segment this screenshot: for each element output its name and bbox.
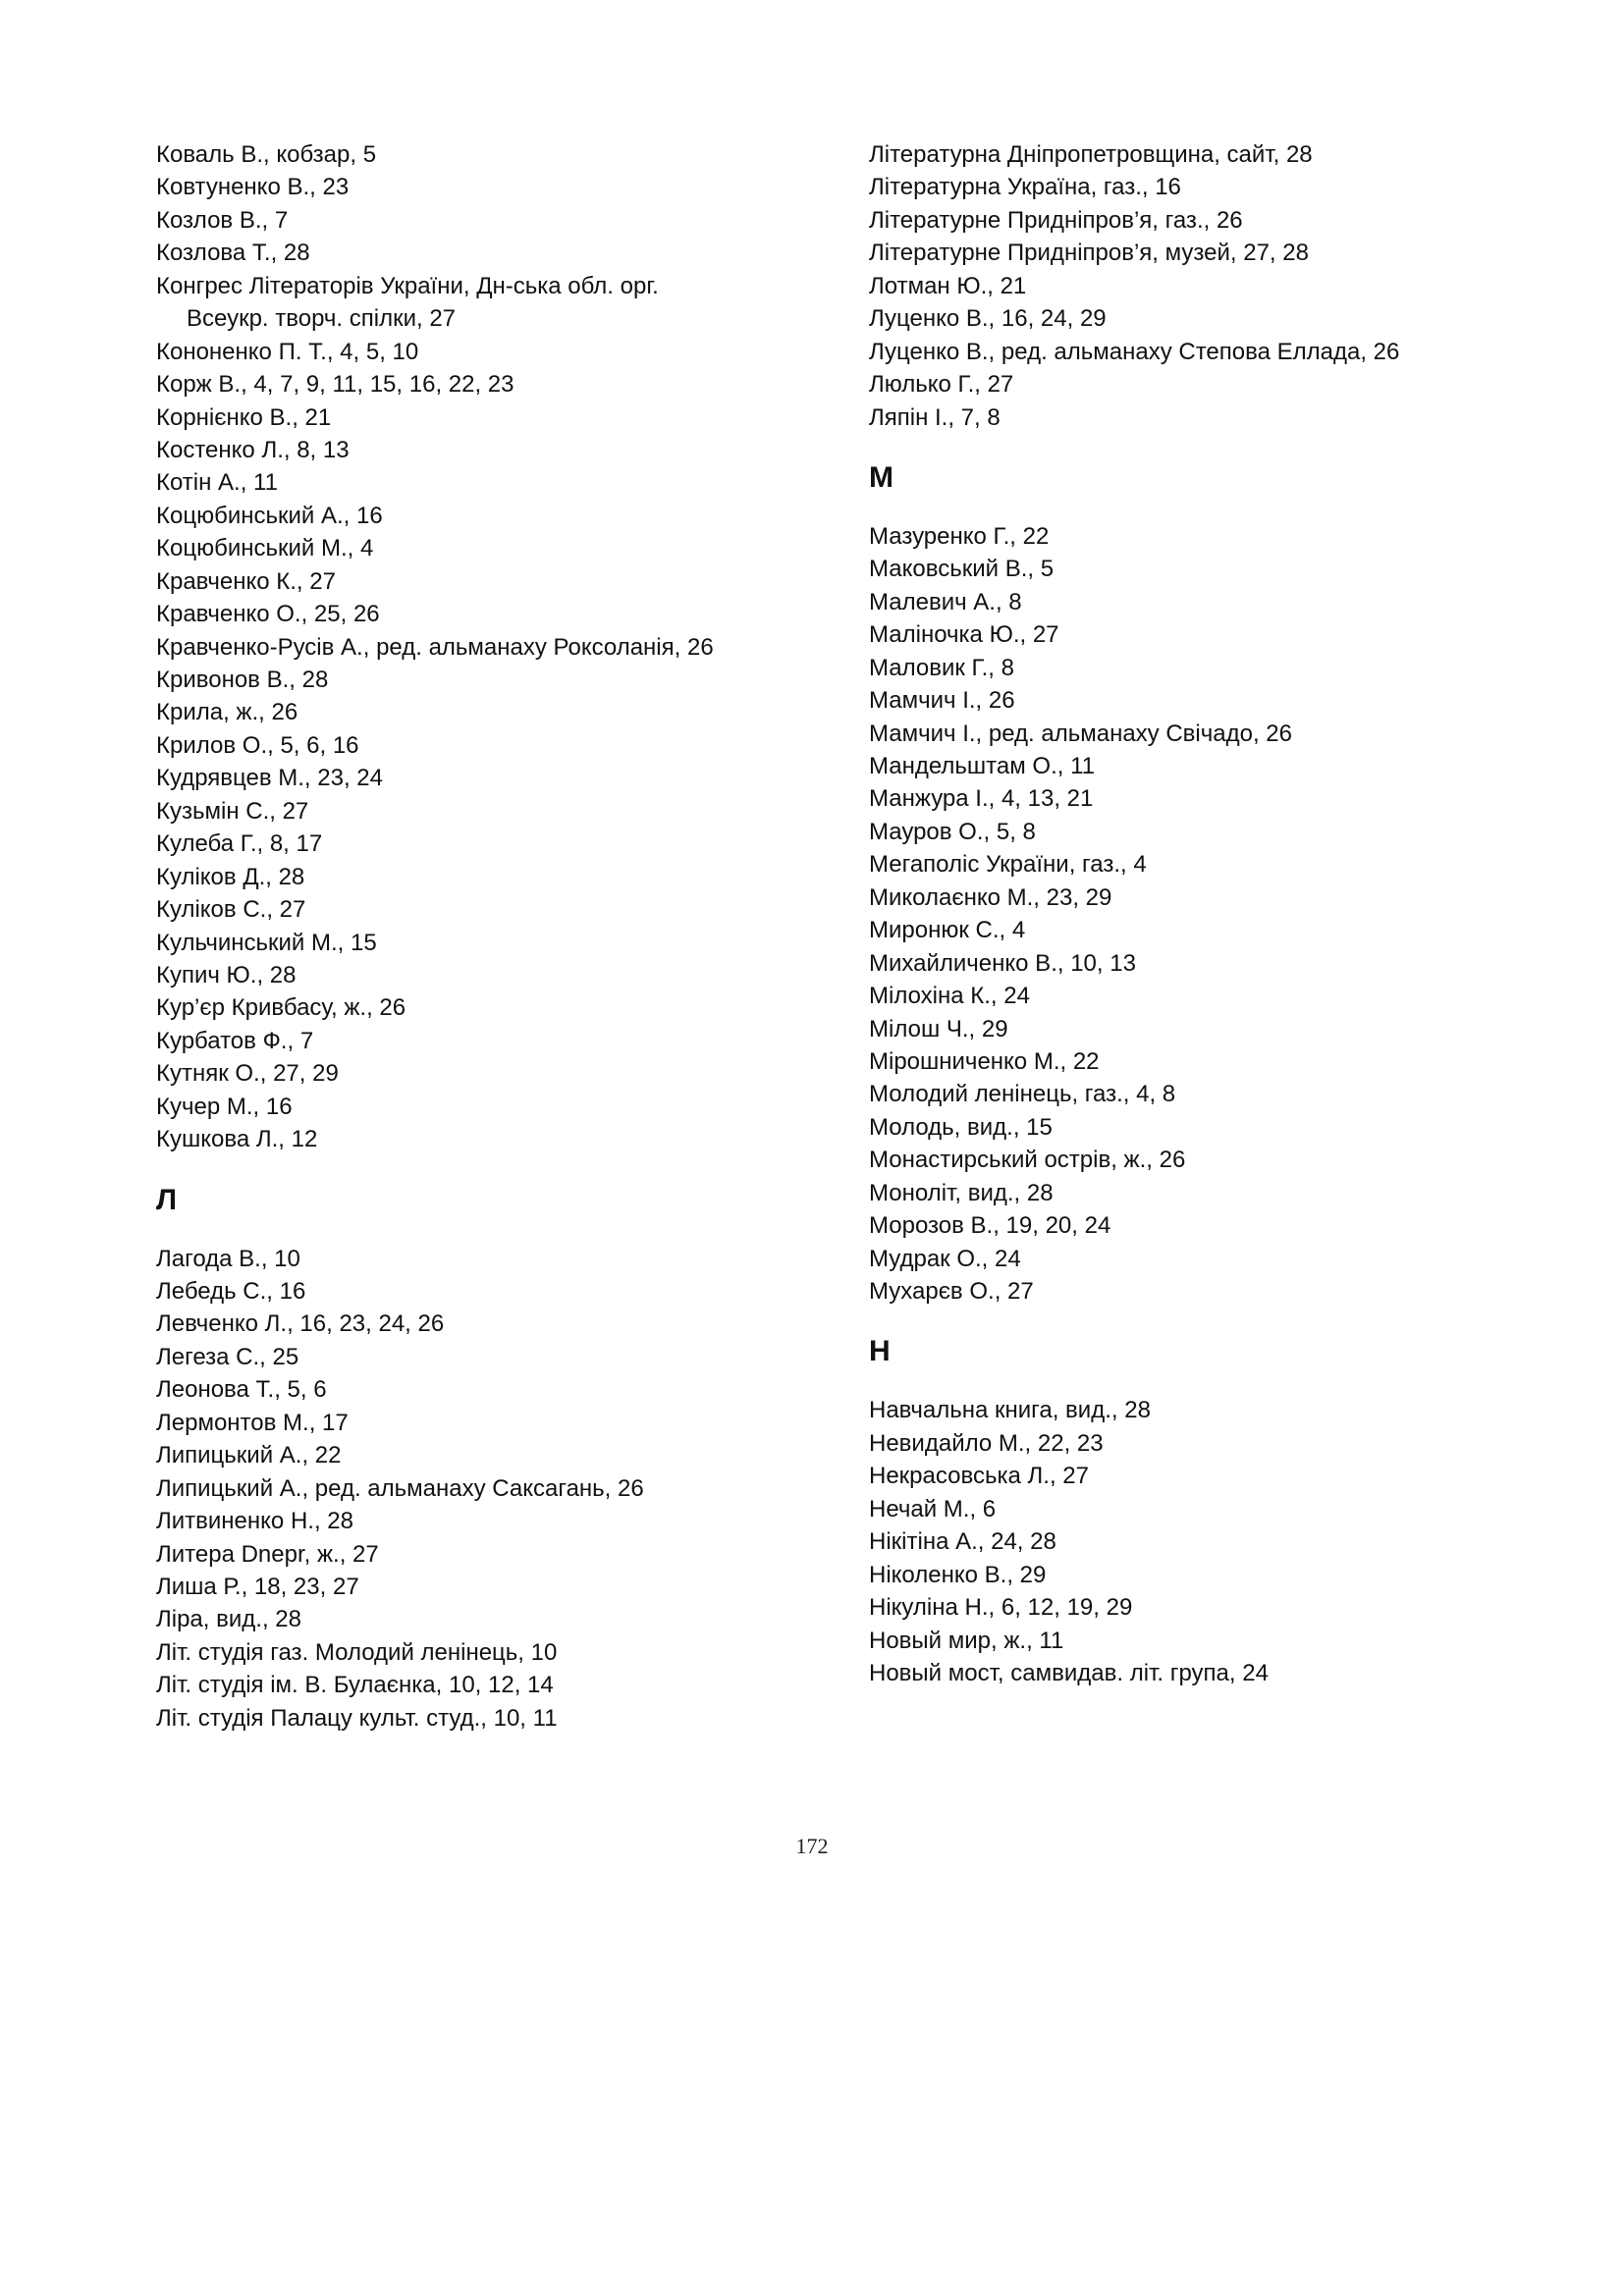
index-entry: Лермонтов М., 17: [156, 1409, 349, 1436]
index-entry: Луценко В., 16, 24, 29: [869, 305, 1107, 333]
index-entry: Литера Dnepr, ж., 27: [156, 1540, 379, 1568]
index-entry: Крила, ж., 26: [156, 699, 298, 726]
index-entry: Кононенко П. Т., 4, 5, 10: [156, 338, 419, 365]
index-entry: Конгрес Літераторів України, Дн-ська обл. орг.: [156, 272, 659, 299]
index-entry: Манжура І., 4, 13, 21: [869, 785, 1094, 813]
index-entry: Мауров О., 5, 8: [869, 818, 1036, 845]
index-entry: Ковтуненко В., 23: [156, 174, 350, 201]
index-entry: Маліночка Ю., 27: [869, 621, 1059, 649]
index-entry: Невидайло М., 22, 23: [869, 1429, 1104, 1457]
index-entry: Маковський В., 5: [869, 556, 1055, 583]
index-entry: Левченко Л., 16, 23, 24, 26: [156, 1310, 445, 1338]
index-entries-l: [156, 1243, 843, 1735]
index-entry: Козлова Т., 28: [156, 240, 310, 267]
index-entry: Мазуренко Г., 22: [869, 522, 1050, 550]
index-entry: Кутняк О., 27, 29: [156, 1060, 339, 1088]
index-entries-m: [869, 520, 1576, 1308]
index-entry: Коцюбинський А., 16: [156, 502, 383, 529]
index-entry: Нікітіна А., 24, 28: [869, 1528, 1056, 1556]
index-entry: Литвиненко Н., 28: [156, 1508, 353, 1535]
index-entry: Кравченко К., 27: [156, 567, 336, 595]
index-entry: Миколаєнко М., 23, 29: [869, 883, 1112, 911]
index-entry: Кулеба Г., 8, 17: [156, 830, 323, 858]
index-entry: Курбатов Ф., 7: [156, 1027, 314, 1054]
index-entry: Монастирський острів, ж., 26: [869, 1147, 1186, 1174]
index-entry: Нікуліна Н., 6, 12, 19, 29: [869, 1594, 1133, 1622]
index-entry: Літературна Україна, газ., 16: [869, 174, 1181, 201]
index-entry: Корж В., 4, 7, 9, 11, 15, 16, 22, 23: [156, 371, 514, 399]
index-entry: Літературне Придніпров’я, газ., 26: [869, 206, 1243, 234]
index-entry: Кучер М., 16: [156, 1093, 293, 1120]
index-entry: Михайличенко В., 10, 13: [869, 949, 1136, 977]
index-entry: Кривонов В., 28: [156, 667, 329, 693]
section-letter-heading: М: [869, 460, 893, 494]
section-letter-heading: Л: [156, 1183, 178, 1216]
index-entry: Кур’єр Кривбасу, ж., 26: [156, 994, 406, 1022]
index-entry: Мамчич І., 26: [869, 687, 1015, 715]
index-entry: Костенко Л., 8, 13: [156, 436, 350, 463]
index-entry: Ляпін І., 7, 8: [869, 403, 1001, 431]
index-entry: Нечай М., 6: [869, 1495, 997, 1522]
index-entry: Молодь, вид., 15: [869, 1113, 1053, 1141]
index-entry: Миронюк С., 4: [869, 917, 1026, 944]
index-entry: Малевич А., 8: [869, 588, 1022, 615]
index-entry: Моноліт, вид., 28: [869, 1179, 1054, 1206]
index-entry: Мудрак О., 24: [869, 1245, 1021, 1272]
index-entry: Літературна Дніпропетровщина, сайт, 28: [869, 141, 1313, 168]
index-entry: Легеза С., 25: [156, 1343, 299, 1370]
index-entry: Коцюбинський М., 4: [156, 535, 374, 562]
index-entry: Некрасовська Л., 27: [869, 1463, 1089, 1490]
index-entry: Кузьмін С., 27: [156, 797, 309, 825]
index-entry: Кравченко-Русів А., ред. альманаху Роксоланія, 26: [156, 633, 714, 661]
index-entry: Лотман Ю., 21: [869, 272, 1027, 299]
index-entry: Мілохіна К., 24: [869, 983, 1030, 1010]
index-entry: Луценко В., ред. альманаху Степова Еллада, 26: [869, 338, 1400, 365]
index-entry: Корнієнко В., 21: [156, 403, 332, 431]
index-entry: Морозов В., 19, 20, 24: [869, 1212, 1111, 1240]
index-entry-continuation: Всеукр. творч. спілки, 27: [187, 305, 457, 333]
index-entry: Ліра, вид., 28: [156, 1606, 301, 1633]
section-letter-heading: Н: [869, 1335, 891, 1368]
index-entry: Літ. студія ім. В. Булаєнка, 10, 12, 14: [156, 1672, 554, 1699]
index-entry: Леонова Т., 5, 6: [156, 1376, 327, 1404]
index-entries-k: [156, 138, 843, 1156]
index-entry: Літ. студія газ. Молодий ленінець, 10: [156, 1638, 558, 1666]
index-entry: Кульчинський М., 15: [156, 929, 377, 956]
index-entry: Мамчич І., ред. альманаху Свічадо, 26: [869, 720, 1292, 747]
index-entry: Липицький А., 22: [156, 1442, 342, 1469]
index-entry: Новый мост, самвидав. літ. група, 24: [869, 1659, 1269, 1686]
index-entry: Мегаполіс України, газ., 4: [869, 851, 1147, 879]
index-entries-n: [869, 1394, 1576, 1689]
index-entry: Літ. студія Палацу культ. студ., 10, 11: [156, 1704, 558, 1732]
index-entry: Коваль В., кобзар, 5: [156, 141, 377, 168]
index-entry: Котін А., 11: [156, 469, 278, 497]
index-entry: Козлов В., 7: [156, 206, 289, 234]
index-entry: Мухарєв О., 27: [869, 1278, 1034, 1305]
index-entry: Куліков С., 27: [156, 896, 306, 924]
index-entry: Куліков Д., 28: [156, 863, 305, 890]
index-entry: Мірошниченко М., 22: [869, 1047, 1100, 1075]
index-entry: Крилов О., 5, 6, 16: [156, 731, 359, 759]
index-entry: Кудрявцев М., 23, 24: [156, 765, 383, 792]
index-entry: Мілош Ч., 29: [869, 1015, 1008, 1042]
index-entry: Новый мир, ж., 11: [869, 1627, 1064, 1654]
page-number: 172: [795, 1834, 829, 1858]
index-entry: Кушкова Л., 12: [156, 1126, 318, 1153]
index-column-right: [869, 138, 1576, 1689]
index-entry: Маловик Г., 8: [869, 654, 1014, 681]
index-entry: Мандельштам О., 11: [869, 753, 1096, 779]
index-entries-l-continued: [869, 138, 1576, 434]
index-entry: Люлько Г., 27: [869, 371, 1014, 399]
index-entry: Лагода В., 10: [156, 1245, 300, 1272]
index-entry: Купич Ю., 28: [156, 961, 297, 988]
index-entry: Молодий ленінець, газ., 4, 8: [869, 1081, 1176, 1108]
index-column-left: [156, 138, 843, 1735]
index-entry: Ніколенко В., 29: [869, 1561, 1047, 1588]
index-entry: Літературне Придніпров’я, музей, 27, 28: [869, 240, 1309, 267]
index-entry: Кравченко О., 25, 26: [156, 601, 380, 628]
index-entry: Липицький А., ред. альманаху Саксагань, 26: [156, 1474, 644, 1502]
index-entry: Навчальна книга, вид., 28: [869, 1397, 1151, 1424]
index-entry: Лебедь С., 16: [156, 1278, 306, 1305]
index-entry: Лиша Р., 18, 23, 27: [156, 1573, 359, 1600]
